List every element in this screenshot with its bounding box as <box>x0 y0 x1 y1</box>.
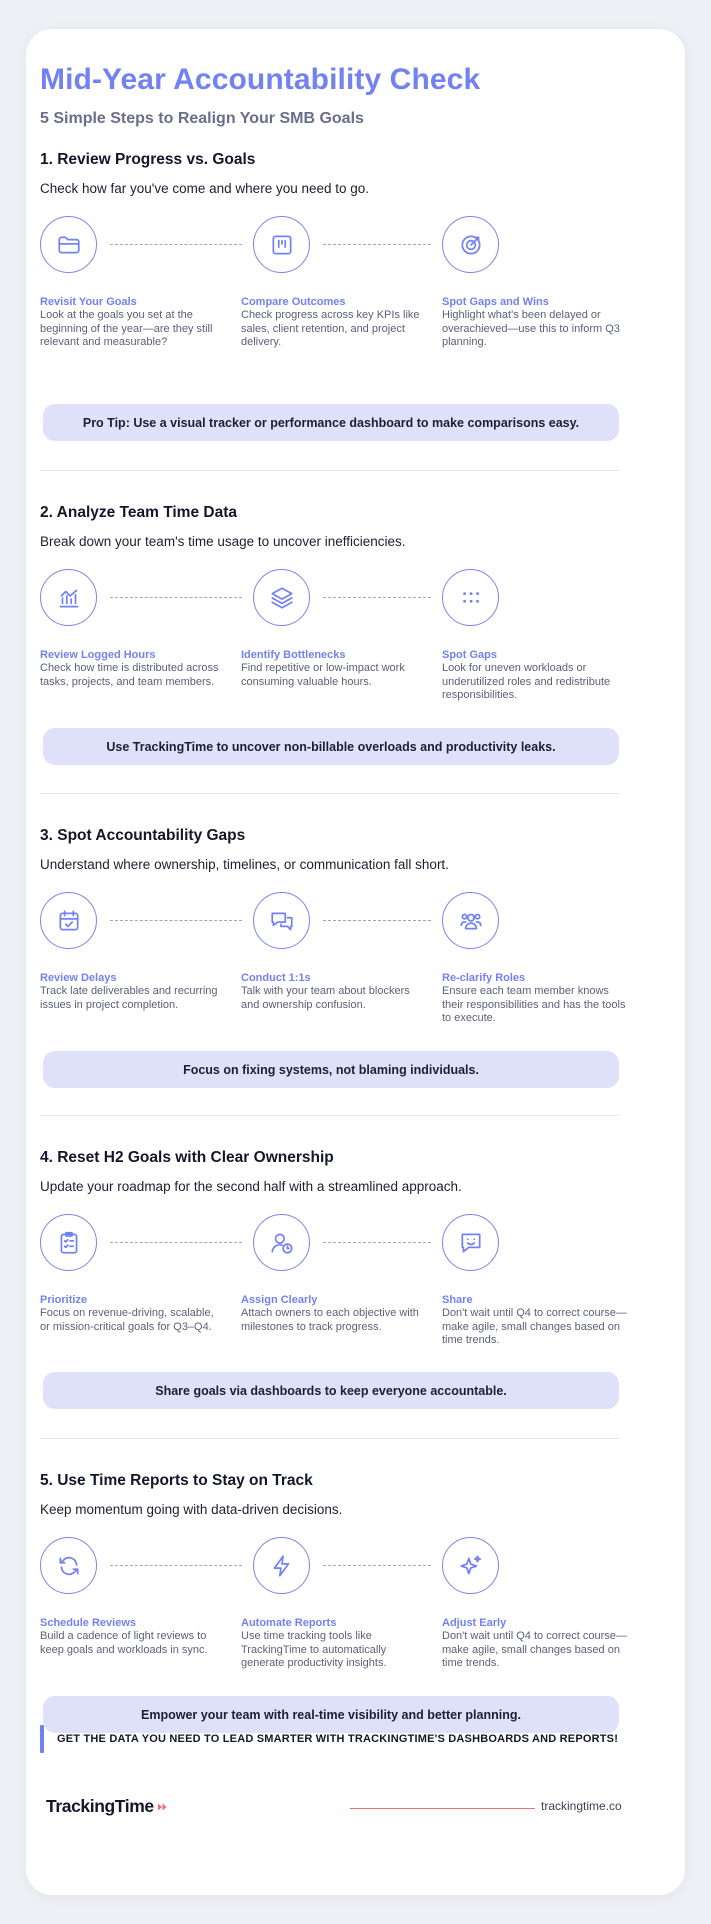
dots-grid-icon <box>442 569 499 626</box>
logo-mark-icon <box>157 1802 168 1812</box>
step-item <box>241 1617 426 1671</box>
step-title: Prioritize <box>40 1294 88 1306</box>
step-title: Share <box>442 1294 473 1306</box>
page-title: Mid-Year Accountability Check <box>40 63 481 96</box>
logo-text: TrackingTime <box>46 1796 154 1816</box>
step-item <box>442 1294 627 1348</box>
step-text: Talk with your team about blockers and ownership confusion. <box>241 985 410 1011</box>
step-text: Attach owners to each objective with milestones to track progress. <box>241 1307 419 1333</box>
step-text: Focus on revenue-driving, scalable, or mission-critical goals for Q3–Q4. <box>40 1307 214 1333</box>
step-text: Find repetitive or low-impact work consuming valuable hours. <box>241 662 405 688</box>
dashed-connector <box>323 1565 431 1566</box>
step-text: Look at the goals you set at the beginning of the year—are they still relevant and measurable? <box>40 309 213 348</box>
tip-banner: Use TrackingTime to uncover non-billable overloads and productivity leaks. <box>43 728 619 765</box>
step-title: Spot Gaps <box>442 649 498 661</box>
step-item <box>442 1617 627 1671</box>
section-divider <box>40 793 619 794</box>
section-accountability-gaps <box>40 827 626 1077</box>
trackingtime-logo[interactable] <box>46 1796 168 1817</box>
step-title: Conduct 1:1s <box>241 972 311 984</box>
step-item <box>241 296 426 350</box>
step-text: Check how time is distributed across tasks, projects, and team members. <box>40 662 219 688</box>
section-title: 2. Analyze Team Time Data <box>40 504 237 521</box>
user-clock-icon <box>253 1214 310 1271</box>
dashed-connector <box>110 1242 242 1243</box>
lightning-icon <box>253 1537 310 1594</box>
step-item <box>241 1294 426 1334</box>
step-text: Look for uneven workloads or underutilized roles and redistribute responsibilities. <box>442 662 611 701</box>
section-divider <box>40 470 619 471</box>
step-text: Highlight what's been delayed or overachieved—use this to inform Q3 planning. <box>442 309 620 348</box>
step-title: Revisit Your Goals <box>40 296 137 308</box>
section-description: Understand where ownership, timelines, or communication fall short. <box>40 857 449 872</box>
step-item <box>442 649 627 703</box>
step-title: Spot Gaps and Wins <box>442 296 549 308</box>
layers-icon <box>253 569 310 626</box>
cta-text: GET THE DATA YOU NEED TO LEAD SMARTER WITH TRACKINGTIME'S DASHBOARDS AND REPORTS! <box>57 1733 619 1745</box>
step-text: Ensure each team member knows their responsibilities and has the tools to execute. <box>442 985 626 1024</box>
step-text: Don't wait until Q4 to correct course—make agile, small changes based on time trends. <box>442 1307 627 1346</box>
step-title: Schedule Reviews <box>40 1617 136 1629</box>
section-description: Update your roadmap for the second half with a streamlined approach. <box>40 1179 462 1194</box>
step-item <box>40 296 225 350</box>
step-item <box>40 1294 225 1334</box>
step-text: Don't wait until Q4 to correct course—make agile, small changes based on time trends. <box>442 1630 627 1669</box>
step-item <box>442 972 627 1026</box>
step-item <box>40 972 225 1012</box>
section-divider <box>40 1115 619 1116</box>
chart-icon <box>40 569 97 626</box>
folder-icon <box>40 216 97 273</box>
section-title: 4. Reset H2 Goals with Clear Ownership <box>40 1149 334 1166</box>
step-text: Track late deliverables and recurring issues in project completion. <box>40 985 218 1011</box>
kanban-icon <box>253 216 310 273</box>
dashed-connector <box>110 597 242 598</box>
smile-message-icon <box>442 1214 499 1271</box>
step-title: Review Delays <box>40 972 117 984</box>
team-icon <box>442 892 499 949</box>
steps-row <box>40 892 619 950</box>
section-title: 5. Use Time Reports to Stay on Track <box>40 1472 313 1489</box>
clipboard-icon <box>40 1214 97 1271</box>
step-item <box>241 649 426 689</box>
steps-row <box>40 1214 619 1272</box>
tip-banner: Pro Tip: Use a visual tracker or performance dashboard to make comparisons easy. <box>43 404 619 441</box>
dashed-connector <box>110 1565 242 1566</box>
step-text: Check progress across key KPIs like sales, client retention, and project delivery. <box>241 309 420 348</box>
section-description: Break down your team's time usage to uncover inefficiencies. <box>40 534 406 549</box>
steps-row <box>40 216 619 274</box>
step-item <box>40 649 225 689</box>
section-title: 1. Review Progress vs. Goals <box>40 151 256 168</box>
step-text: Build a cadence of light reviews to keep goals and workloads in sync. <box>40 1630 208 1656</box>
refresh-icon <box>40 1537 97 1594</box>
step-text: Use time tracking tools like TrackingTime to automatically generate productivity insights. <box>241 1630 387 1669</box>
target-icon <box>442 216 499 273</box>
footer-accent-line <box>350 1808 535 1809</box>
section-title: 3. Spot Accountability Gaps <box>40 827 246 844</box>
page-subtitle: 5 Simple Steps to Realign Your SMB Goals <box>40 110 364 127</box>
section-description: Keep momentum going with data-driven decisions. <box>40 1502 343 1517</box>
dashed-connector <box>110 920 242 921</box>
calendar-check-icon <box>40 892 97 949</box>
section-time-reports <box>40 1472 627 1722</box>
section-analyze-time <box>40 504 619 754</box>
section-divider <box>40 1438 619 1439</box>
dashed-connector <box>110 244 242 245</box>
step-title: Automate Reports <box>241 1617 337 1629</box>
step-title: Identify Bottlenecks <box>241 649 346 661</box>
steps-row <box>40 569 619 627</box>
tip-banner: Focus on fixing systems, not blaming individuals. <box>43 1051 619 1088</box>
section-reset-h2-goals <box>40 1149 627 1398</box>
dashed-connector <box>323 920 431 921</box>
section-description: Check how far you've come and where you need to go. <box>40 181 370 196</box>
dashed-connector <box>323 597 431 598</box>
steps-row <box>40 1537 619 1595</box>
step-title: Compare Outcomes <box>241 296 346 308</box>
sparkles-icon <box>442 1537 499 1594</box>
step-title: Re-clarify Roles <box>442 972 526 984</box>
chat-icon <box>253 892 310 949</box>
section-review-progress <box>40 151 620 430</box>
step-title: Adjust Early <box>442 1617 507 1629</box>
dashed-connector <box>323 1242 431 1243</box>
tip-banner: Share goals via dashboards to keep everyone accountable. <box>43 1372 619 1409</box>
cta-callout <box>40 1725 619 1753</box>
dashed-connector <box>323 244 431 245</box>
step-item <box>442 296 627 350</box>
step-title: Assign Clearly <box>241 1294 318 1306</box>
footer-url-link[interactable]: trackingtime.co <box>541 1799 622 1813</box>
step-item <box>40 1617 225 1657</box>
step-item <box>241 972 426 1012</box>
step-title: Review Logged Hours <box>40 649 156 661</box>
cta-accent-bar <box>40 1725 44 1753</box>
tip-banner: Empower your team with real-time visibility and better planning. <box>43 1696 619 1733</box>
